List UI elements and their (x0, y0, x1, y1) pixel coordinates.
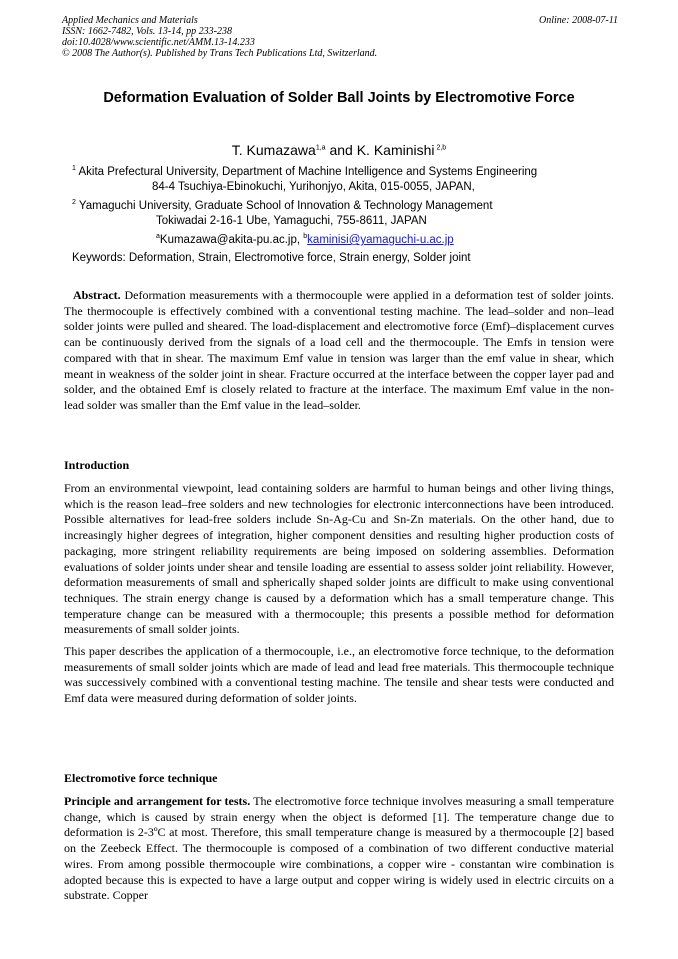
email-b-link[interactable]: kaminisi@yamaguchi-u.ac.jp (307, 234, 454, 246)
author-1: T. Kumazawa (231, 142, 316, 158)
aff-1-line-1: Akita Prefectural University, Department of Machine Intelligence and Systems Engineering (78, 166, 538, 178)
author-1-sup: 1,a (315, 144, 326, 152)
aff-2-num: 2 (72, 199, 76, 206)
online-date: Online: 2008-07-11 (539, 15, 618, 26)
author-2-sup: 2,b (434, 144, 447, 152)
introduction-heading: Introduction (64, 458, 130, 472)
emf-text: The electromotive force technique involves measuring a small temperature change, which is caused by strain energy when the object is deformed [1]. The temperature change due to deformation is 2-3ºC at most. Therefore, this small temperature change is measured by a thermocouple [2] based on the Zeebeck Effect. The thermocouple is composed of a combination of two different conductive material wires. From among possible thermocouple wire combinations, a copper wire - constantan wire combination is adopted because this is expected to have a large output and copper wiring is widely used in electric circuits on a substrate. Copper (64, 794, 614, 903)
aff-2-line-2: Tokiwadai 2-16-1 Ube, Yamaguchi, 755-8611, JAPAN (156, 215, 427, 227)
doi-line: doi:10.4028/www.scientific.net/AMM.13-14.233 (62, 37, 255, 48)
email-b-sup: b (303, 233, 308, 240)
author-2: K. Kaminishi (356, 142, 435, 158)
issn-line: ISSN: 1662-7482, Vols. 13-14, pp 233-238 (62, 26, 232, 37)
journal-name: Applied Mechanics and Materials (62, 15, 198, 26)
keywords: Keywords: Deformation, Strain, Electromotive force, Strain energy, Solder joint (72, 252, 471, 264)
aff-1-num: 1 (72, 165, 76, 172)
email-line (72, 229, 592, 248)
aff-1-line-2: 84-4 Tsuchiya-Ebinokuchi, Yurihonjyo, Akita, 015-0055, JAPAN, (152, 181, 475, 193)
affiliations (72, 161, 592, 248)
emf-section-body (64, 794, 614, 904)
introduction-paragraph-2: This paper describes the application of a thermocouple, i.e., an electromotive force technique, to the deformation measurements of small solder joints which are made of lead and lead free materials. This thermocouple technique was successively combined with a conventional testing machine. The tensile and shear tests were conducted and Emf data were measured during deformation of solder joints. (64, 644, 614, 706)
email-a: Kumazawa@akita-pu.ac.jp, (159, 234, 304, 246)
abstract-label: Abstract. (73, 288, 121, 302)
introduction-paragraph-1: From an environmental viewpoint, lead containing solders are harmful to human beings and other living things, which is the reason lead–free solders and new technologies for electronic interconnections have been introduced. Possible alternatives for lead-free solders include Sn-Ag-Cu and Sn-Zn materials. On the other hand, due to increasingly higher degrees of integration, higher component densities and resulting higher production costs of packaging, more stringent reliability requirements are being imposed on soldering assemblies. Deformation evaluations of solder joints under shear and tensile loading are essential to assess solder joint reliability. However, deformation measurements of small and spherically shaped solder joints are difficult to make using conventional techniques. The strain energy change is caused by a deformation which has a small temperature change. This temperature change can be measured with a thermocouple; this presents a possible method for deformation measurements of small solder joints. (64, 481, 614, 637)
introduction-body (64, 481, 614, 707)
email-a-sup: a (156, 233, 160, 240)
aff-2-line-1: Yamaguchi University, Graduate School of Innovation & Technology Management (78, 200, 493, 212)
emf-subheading: Principle and arrangement for tests. (64, 794, 251, 808)
author-line (40, 142, 638, 158)
copyright-line: © 2008 The Author(s). Published by Trans Tech Publications Ltd, Switzerland. (62, 48, 378, 59)
abstract (64, 288, 614, 414)
paper-title: Deformation Evaluation of Solder Ball Joints by Electromotive Force (103, 90, 575, 106)
author-and: and (325, 142, 357, 158)
abstract-text: Deformation measurements with a thermocouple were applied in a deformation test of solder joints. The thermocouple is effectively combined with a conventional testing machine. The lead–solder and non–lead solder joints were pulled and sheared. The load-displacement and electromotive force (Emf)–displacement curves can be continuously derived from the signals of a load cell and the thermocouple. The Emfs in tension were compared with that in shear. The maximum Emf value in tension was larger than the emf value in shear, which meant in weakness of the solder joint in shear. Fracture occurred at the interface between the copper layer pad and solder, and the obtained Emf is closely related to fracture at the interface. The maximum Emf value in the non-lead solder was smaller than the Emf value in the lead–solder. (64, 288, 614, 412)
emf-section-heading: Electromotive force technique (64, 771, 218, 785)
journal-header (62, 15, 618, 59)
